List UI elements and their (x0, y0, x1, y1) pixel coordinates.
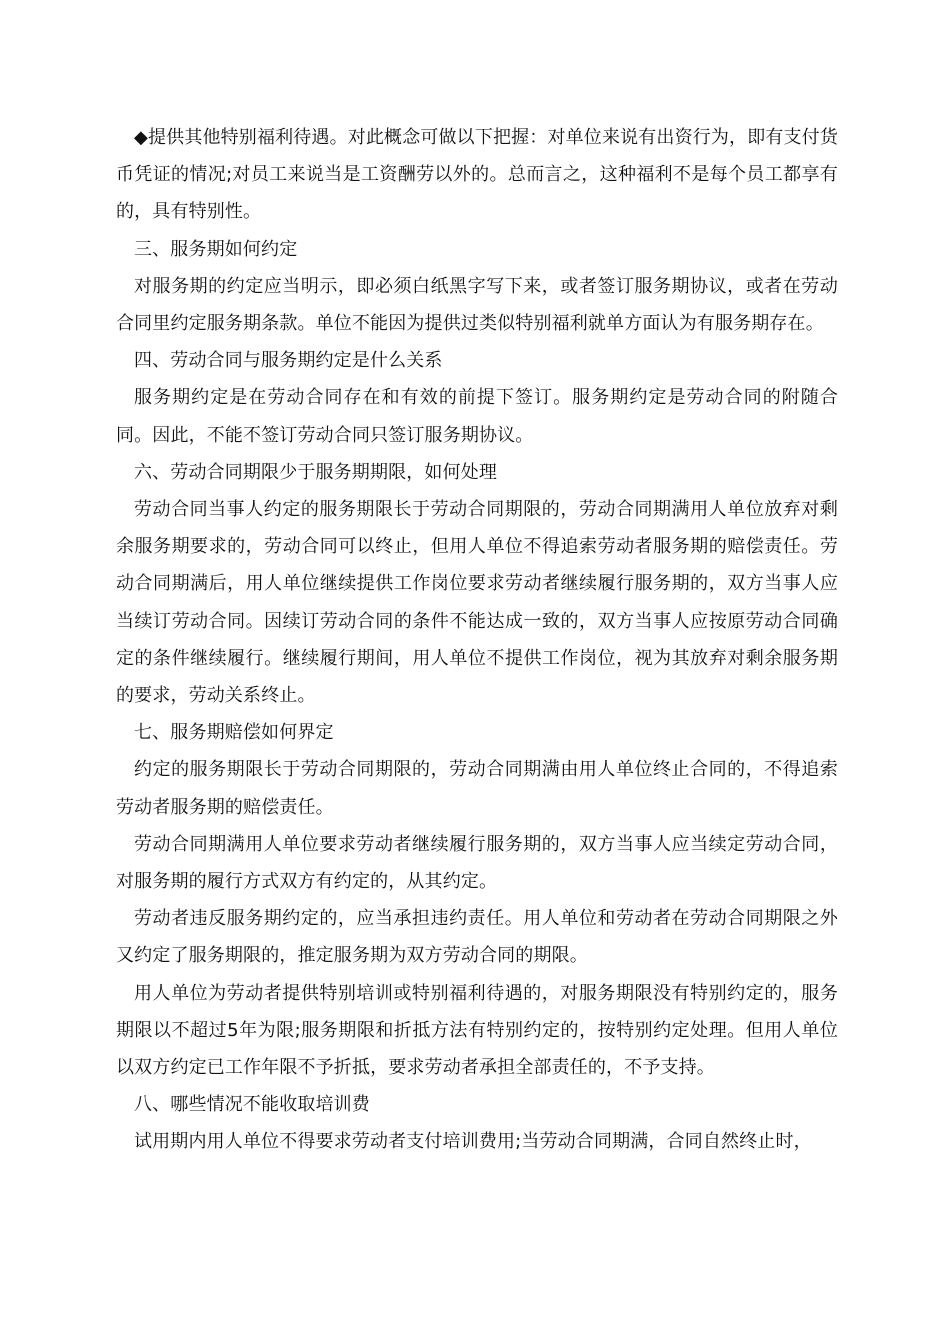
paragraph-service-agreement: 对服务期的约定应当明示，即必须白纸黑字写下来，或者签订服务期协议，或者在劳动合同里约定服务期条款。单位不能因为提供过类似特别福利就单方面认为有服务期存在。 (116, 275, 838, 335)
paragraph-contract-relation: 服务期约定是在劳动合同存在和有效的前提下签订。服务期约定是劳动合同的附随合同。因此，不能不签订劳动合同只签订服务期协议。 (116, 387, 838, 446)
document-body (116, 119, 838, 1161)
paragraph-contract-shorter: 劳动合同当事人约定的服务期限长于劳动合同期限的，劳动合同期满用人单位放弃对剩余服务期要求的，劳动合同可以终止，但用人单位不得追索劳动者服务期的赔偿责任。劳动合同期满后，用人单位继续提供工作岗位要求劳动者继续履行服务期的，双方当事人应当续订劳动合同。因续订劳动合同的条件不能达成一致的，双方当事人应按原劳动合同确定的条件继续履行。继续履行期间，用人单位不提供工作岗位，视为其放弃对剩余服务期的要求，劳动关系终止。 (116, 499, 838, 707)
paragraph-compensation-3: 劳动者违反服务期约定的，应当承担违约责任。用人单位和劳动者在劳动合同期限之外又约定了服务期限的，推定服务期为双方劳动合同的期限。 (116, 908, 838, 967)
paragraph-compensation-2: 劳动合同期满用人单位要求劳动者继续履行服务期的，双方当事人应当续定劳动合同，对服务期的履行方式双方有约定的，从其约定。 (116, 833, 838, 893)
paragraph-special-welfare: ◆提供其他特别福利待遇。对此概念可做以下把握：对单位来说有出资行为，即有支付货币凭证的情况;对员工来说当是工资酬劳以外的。总而言之，这种福利不是每个员工都享有的，具有特别性。 (116, 127, 838, 223)
section-heading-8: 八、哪些情况不能收取培训费 (134, 1094, 370, 1116)
paragraph-training-fee: 试用期内用人单位不得要求劳动者支付培训费用;当劳动合同期满，合同自然终止时， (134, 1131, 812, 1153)
paragraph-compensation-1: 约定的服务期限长于劳动合同期限的，劳动合同期满由用人单位终止合同的，不得追索劳动者服务期的赔偿责任。 (116, 759, 838, 818)
section-heading-7: 七、服务期赔偿如何界定 (134, 722, 334, 744)
section-heading-3: 三、服务期如何约定 (134, 238, 298, 260)
section-heading-4: 四、劳动合同与服务期约定是什么关系 (134, 350, 443, 372)
section-heading-6: 六、劳动合同期限少于服务期期限，如何处理 (134, 461, 497, 483)
paragraph-compensation-4: 用人单位为劳动者提供特别培训或特别福利待遇的，对服务期限没有特别约定的，服务期限以不超过5年为限;服务期限和折抵方法有特别约定的，按特别约定处理。但用人单位以双方约定已工作年限不予折抵，要求劳动者承担全部责任的，不予支持。 (116, 982, 838, 1079)
